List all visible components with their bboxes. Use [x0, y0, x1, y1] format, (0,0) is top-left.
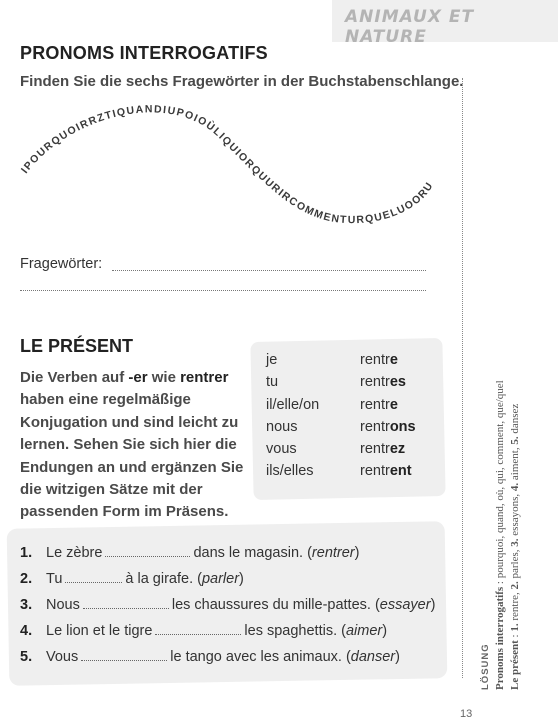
- conjugation-verb: [360, 397, 398, 419]
- exercise-number: 2.: [20, 571, 33, 587]
- exercise-rest: les chaussures du mille-pattes. (: [171, 597, 380, 613]
- solution-item-text: aiment,: [509, 444, 521, 483]
- solution-item-text: parles,: [509, 546, 521, 582]
- solution-line-1-lead: Pronoms interrogatifs: [494, 586, 506, 690]
- exercise-close: ): [382, 623, 388, 639]
- answer-label: Fragewörter:: [20, 256, 103, 272]
- answer-line-1[interactable]: [112, 270, 426, 271]
- conjugation-pronoun: vous: [266, 441, 297, 458]
- solution-item-number: 5.: [509, 436, 521, 445]
- desc-verb: rentrer: [180, 369, 229, 386]
- solution-separator: [462, 78, 463, 678]
- conjugation-pronoun: ils/elles: [266, 463, 314, 480]
- conjugation-pronoun: tu: [266, 374, 279, 391]
- exercise-close: ): [354, 545, 360, 561]
- letter-snake-text: [19, 103, 436, 226]
- verb-stem: rentr: [360, 352, 390, 368]
- conjugation-row: [266, 441, 416, 463]
- exercise-subject: Vous: [46, 649, 79, 665]
- conjugation-row: [266, 352, 416, 374]
- exercise-item: [20, 623, 435, 649]
- answer-line-2[interactable]: [20, 290, 426, 291]
- verb-ending: es: [389, 374, 406, 391]
- verb-ending: ez: [389, 441, 406, 458]
- conjugation-verb: [360, 441, 405, 463]
- exercise-blank[interactable]: [65, 571, 122, 583]
- solution-label: LÖSUNG: [480, 643, 491, 690]
- desc-part-1: Die Verben auf: [20, 369, 129, 386]
- exercise-blank[interactable]: [155, 623, 241, 635]
- solution-item-text: rentre,: [509, 589, 521, 624]
- letter-snake: [0, 95, 460, 245]
- verb-stem: rentr: [360, 374, 390, 391]
- exercise-verb-hint: essayer: [379, 597, 431, 613]
- solution-item-text: dansez: [509, 403, 521, 437]
- exercise-close: ): [239, 571, 244, 587]
- desc-er: -er: [128, 369, 148, 386]
- present-description: [20, 367, 245, 524]
- solution-line-1: [493, 380, 508, 690]
- exercise-rest: le tango avec les animaux. (: [170, 649, 351, 665]
- verb-stem: rentr: [360, 396, 390, 413]
- conjugation-pronoun: il/elle/on: [266, 396, 320, 413]
- conjugation-verb: [360, 352, 398, 374]
- exercise-blank[interactable]: [105, 545, 190, 557]
- instruction-text: Finden Sie die sechs Fragewörter in der Buchstabenschlange.: [20, 73, 464, 90]
- exercise-close: ): [395, 649, 400, 665]
- letter-snake-textpath: IPOURQUOIRRZTIQUANDIUPOIOÙLIQUIORQUURIRCOMMENTURQUELUOORU: [18, 103, 436, 227]
- conjugation-verb: [360, 463, 412, 485]
- exercise-verb-hint: rentrer: [311, 545, 355, 561]
- exercise-number: 3.: [20, 597, 33, 613]
- solution-item-number: 2.: [509, 581, 521, 590]
- solution-line-2-lead: Le présent: [509, 640, 521, 690]
- exercise-verb-hint: aimer: [345, 623, 383, 639]
- exercise-verb-hint: parler: [201, 571, 240, 587]
- exercise-subject: Tu: [46, 571, 63, 587]
- verb-ending: ons: [389, 418, 416, 435]
- exercise-item: [20, 571, 435, 597]
- exercise-rest: dans le magasin. (: [193, 545, 312, 561]
- verb-ending: ent: [389, 463, 412, 480]
- exercise-number: 5.: [20, 649, 33, 665]
- exercise-subject: Le lion et le tigre: [46, 623, 153, 639]
- exercise-item: [20, 545, 435, 571]
- conjugation-row: [266, 374, 416, 396]
- conjugation-table: [266, 352, 416, 486]
- exercise-list: [20, 545, 435, 675]
- solution-item-text: essayons,: [509, 491, 521, 539]
- conjugation-verb: [360, 419, 416, 441]
- verb-stem: rentr: [360, 463, 390, 480]
- verb-stem: rentr: [360, 441, 390, 458]
- exercise-close: ): [430, 597, 436, 613]
- exercise-subject: Le zèbre: [46, 545, 103, 561]
- exercise-rest: à la girafe. (: [125, 571, 202, 587]
- exercise-blank[interactable]: [83, 597, 169, 609]
- desc-part-3: haben eine regelmäßige Konjugation und sind leicht zu lernen. Sehen Sie sich hier die Endungen an und ergänzen Sie die witzigen Sätze mit der passenden Form im Präsens.: [20, 391, 244, 521]
- exercise-item: [20, 597, 435, 623]
- conjugation-row: [266, 419, 416, 441]
- solution-line-2: Le présent : 1. rentre, 2. parles, 3. essayons, 4. aiment, 5. dansez: [509, 403, 521, 690]
- verb-ending: e: [389, 396, 398, 413]
- exercise-number: 1.: [20, 545, 33, 561]
- verb-stem: rentr: [360, 418, 390, 435]
- conjugation-row: [266, 397, 416, 419]
- exercise-blank[interactable]: [81, 649, 167, 661]
- solution-item-number: 3.: [509, 538, 521, 547]
- conjugation-pronoun: nous: [266, 418, 298, 435]
- exercise-item: [20, 649, 435, 675]
- exercise-verb-hint: danser: [350, 649, 396, 665]
- section-title-pronoms: PRONOMS INTERROGATIFS: [20, 43, 268, 63]
- conjugation-verb: [360, 374, 406, 396]
- verb-ending: e: [389, 352, 398, 368]
- chapter-tab-label: ANIMAUX ET NATURE: [345, 7, 475, 47]
- solution-block: [478, 380, 523, 690]
- exercise-subject: Nous: [46, 597, 80, 613]
- conjugation-row: [266, 463, 416, 485]
- solution-item-number: 1.: [509, 623, 521, 632]
- solution-line-1-text: : pourquoi, quand, où, qui, comment, que/quel: [494, 380, 506, 587]
- section-title-present: LE PRÉSENT: [20, 336, 134, 356]
- page-number: 13: [460, 708, 473, 720]
- solution-item-number: 4.: [509, 482, 521, 492]
- desc-part-2: wie: [147, 369, 181, 386]
- exercise-number: 4.: [20, 623, 33, 639]
- exercise-rest: les spaghettis. (: [244, 623, 346, 639]
- conjugation-pronoun: je: [266, 352, 278, 368]
